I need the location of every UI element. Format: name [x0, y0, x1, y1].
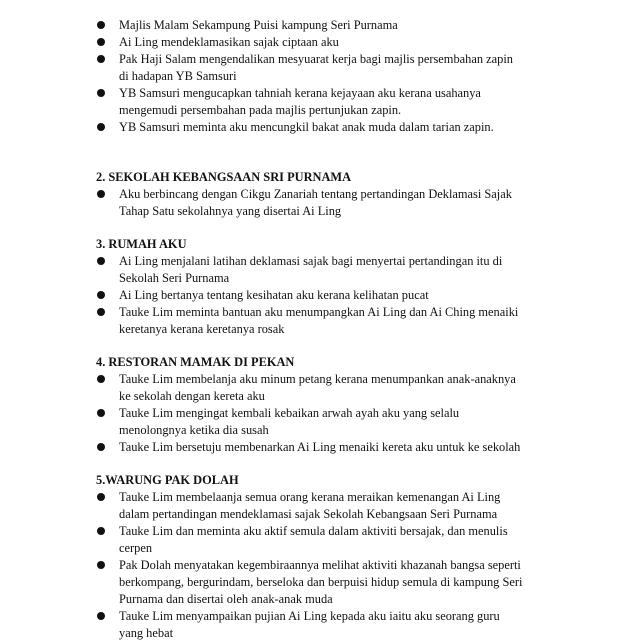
item-line: Sekolah Seri Purnama [119, 271, 230, 285]
item-line: Pak Dolah menyatakan kegembiraannya melihat aktiviti khazanah bangsa seperti [119, 558, 521, 572]
list-item [96, 85, 636, 119]
item-line: Tauke Lim membelanja aku minum petang kerana menumpankan anak-anaknya [119, 372, 516, 386]
item-line: Tauke Lim membelaanja semua orang kerana meraikan kemenangan Ai Ling [119, 490, 501, 504]
item-line: Aku berbincang dengan Cikgu Zanariah tentang pertandingan Deklamasi Sajak [119, 187, 512, 201]
bullet-icon [97, 291, 105, 299]
item-line: Tauke Lim mengingat kembali kebaikan arwah ayah aku yang selalu [119, 406, 460, 420]
bullet-icon [97, 38, 105, 46]
bullet-icon [97, 527, 105, 535]
list-item [96, 34, 636, 51]
section-list [96, 371, 636, 456]
bullet-icon [97, 493, 105, 501]
list-item [96, 439, 636, 456]
bullet-icon [97, 55, 105, 63]
intro-list [96, 17, 636, 136]
section-restoran [96, 354, 636, 456]
bullet-icon [97, 409, 105, 417]
list-item [96, 119, 636, 136]
bullet-icon [97, 612, 105, 620]
item-line: YB Samsuri meminta aku mencungkil bakat anak muda dalam tarian zapin. [119, 120, 494, 134]
list-item [96, 304, 636, 338]
item-line: Tauke Lim menyampaikan pujian Ai Ling kepada aku iaitu aku seorang guru [119, 609, 500, 623]
list-item [96, 557, 636, 608]
list-item [96, 371, 636, 405]
item-line: mengemudi persembahan pada majlis pertunjukan zapin. [119, 103, 402, 117]
section-title: 5.WARUNG PAK DOLAH [96, 473, 239, 487]
section-title: 4. RESTORAN MAMAK DI PEKAN [96, 355, 295, 369]
bullet-icon [97, 308, 105, 316]
item-line: Tauke Lim dan meminta aku aktif semula dalam aktiviti bersajak, dan menulis [119, 524, 508, 538]
bullet-icon [97, 123, 105, 131]
list-item [96, 523, 636, 557]
section-rumah [96, 236, 636, 338]
section-warung [96, 472, 636, 642]
item-line: Purnama dan disertai oleh anak-anak muda [119, 592, 333, 606]
list-item [96, 287, 636, 304]
item-line: Tauke Lim meminta bantuan aku menumpangkan Ai Ling dan Ai Ching menaiki [119, 305, 519, 319]
item-line: Pak Haji Salam mengendalikan mesyuarat kerja bagi majlis persembahan zapin [119, 52, 513, 66]
list-item [96, 405, 636, 439]
item-line: Ai Ling menjalani latihan deklamasi sajak bagi menyertai pertandingan itu di [119, 254, 503, 268]
bullet-icon [97, 190, 105, 198]
section-list [96, 186, 636, 220]
item-line: Ai Ling bertanya tentang kesihatan aku kerana kelihatan pucat [119, 288, 429, 302]
document-content [96, 17, 636, 642]
item-line: Tauke Lim bersetuju membenarkan Ai Ling menaiki kereta aku untuk ke sekolah [119, 440, 521, 454]
section-title: 2. SEKOLAH KEBANGSAAN SRI PURNAMA [96, 170, 352, 184]
section-list [96, 489, 636, 642]
section-title: 3. RUMAH AKU [96, 237, 187, 251]
list-item [96, 17, 636, 34]
item-line: YB Samsuri mengucapkan tahniah kerana kejayaan aku kerana usahanya [119, 86, 481, 100]
item-line: menolongnya ketika dia susah [119, 423, 269, 437]
section-sekolah [96, 169, 636, 220]
list-item [96, 489, 636, 523]
bullet-icon [97, 89, 105, 97]
item-line: yang hebat [119, 626, 174, 640]
item-line: di hadapan YB Samsuri [119, 69, 237, 83]
item-line: Majlis Malam Sekampung Puisi kampung Seri Purnama [119, 18, 398, 32]
bullet-icon [97, 443, 105, 451]
item-line: Tahap Satu sekolahnya yang disertai Ai Ling [119, 204, 342, 218]
bullet-icon [97, 561, 105, 569]
section-list [96, 253, 636, 338]
item-line: cerpen [119, 541, 153, 555]
list-item [96, 186, 636, 220]
item-line: Ai Ling mendeklamasikan sajak ciptaan aku [119, 35, 339, 49]
item-line: keretanya kerana keretanya rosak [119, 322, 285, 336]
bullet-icon [97, 375, 105, 383]
list-item [96, 51, 636, 85]
bullet-icon [97, 257, 105, 265]
item-line: dalam pertandingan mendeklamasi sajak Sekolah Kebangsaan Seri Purnama [119, 507, 498, 521]
item-line: berkompang, bergurindam, berseloka dan berpuisi hidup semula di kampung Seri [119, 575, 523, 589]
bullet-icon [97, 21, 105, 29]
list-item [96, 608, 636, 642]
item-line: ke sekolah dengan kereta aku [119, 389, 265, 403]
list-item [96, 253, 636, 287]
